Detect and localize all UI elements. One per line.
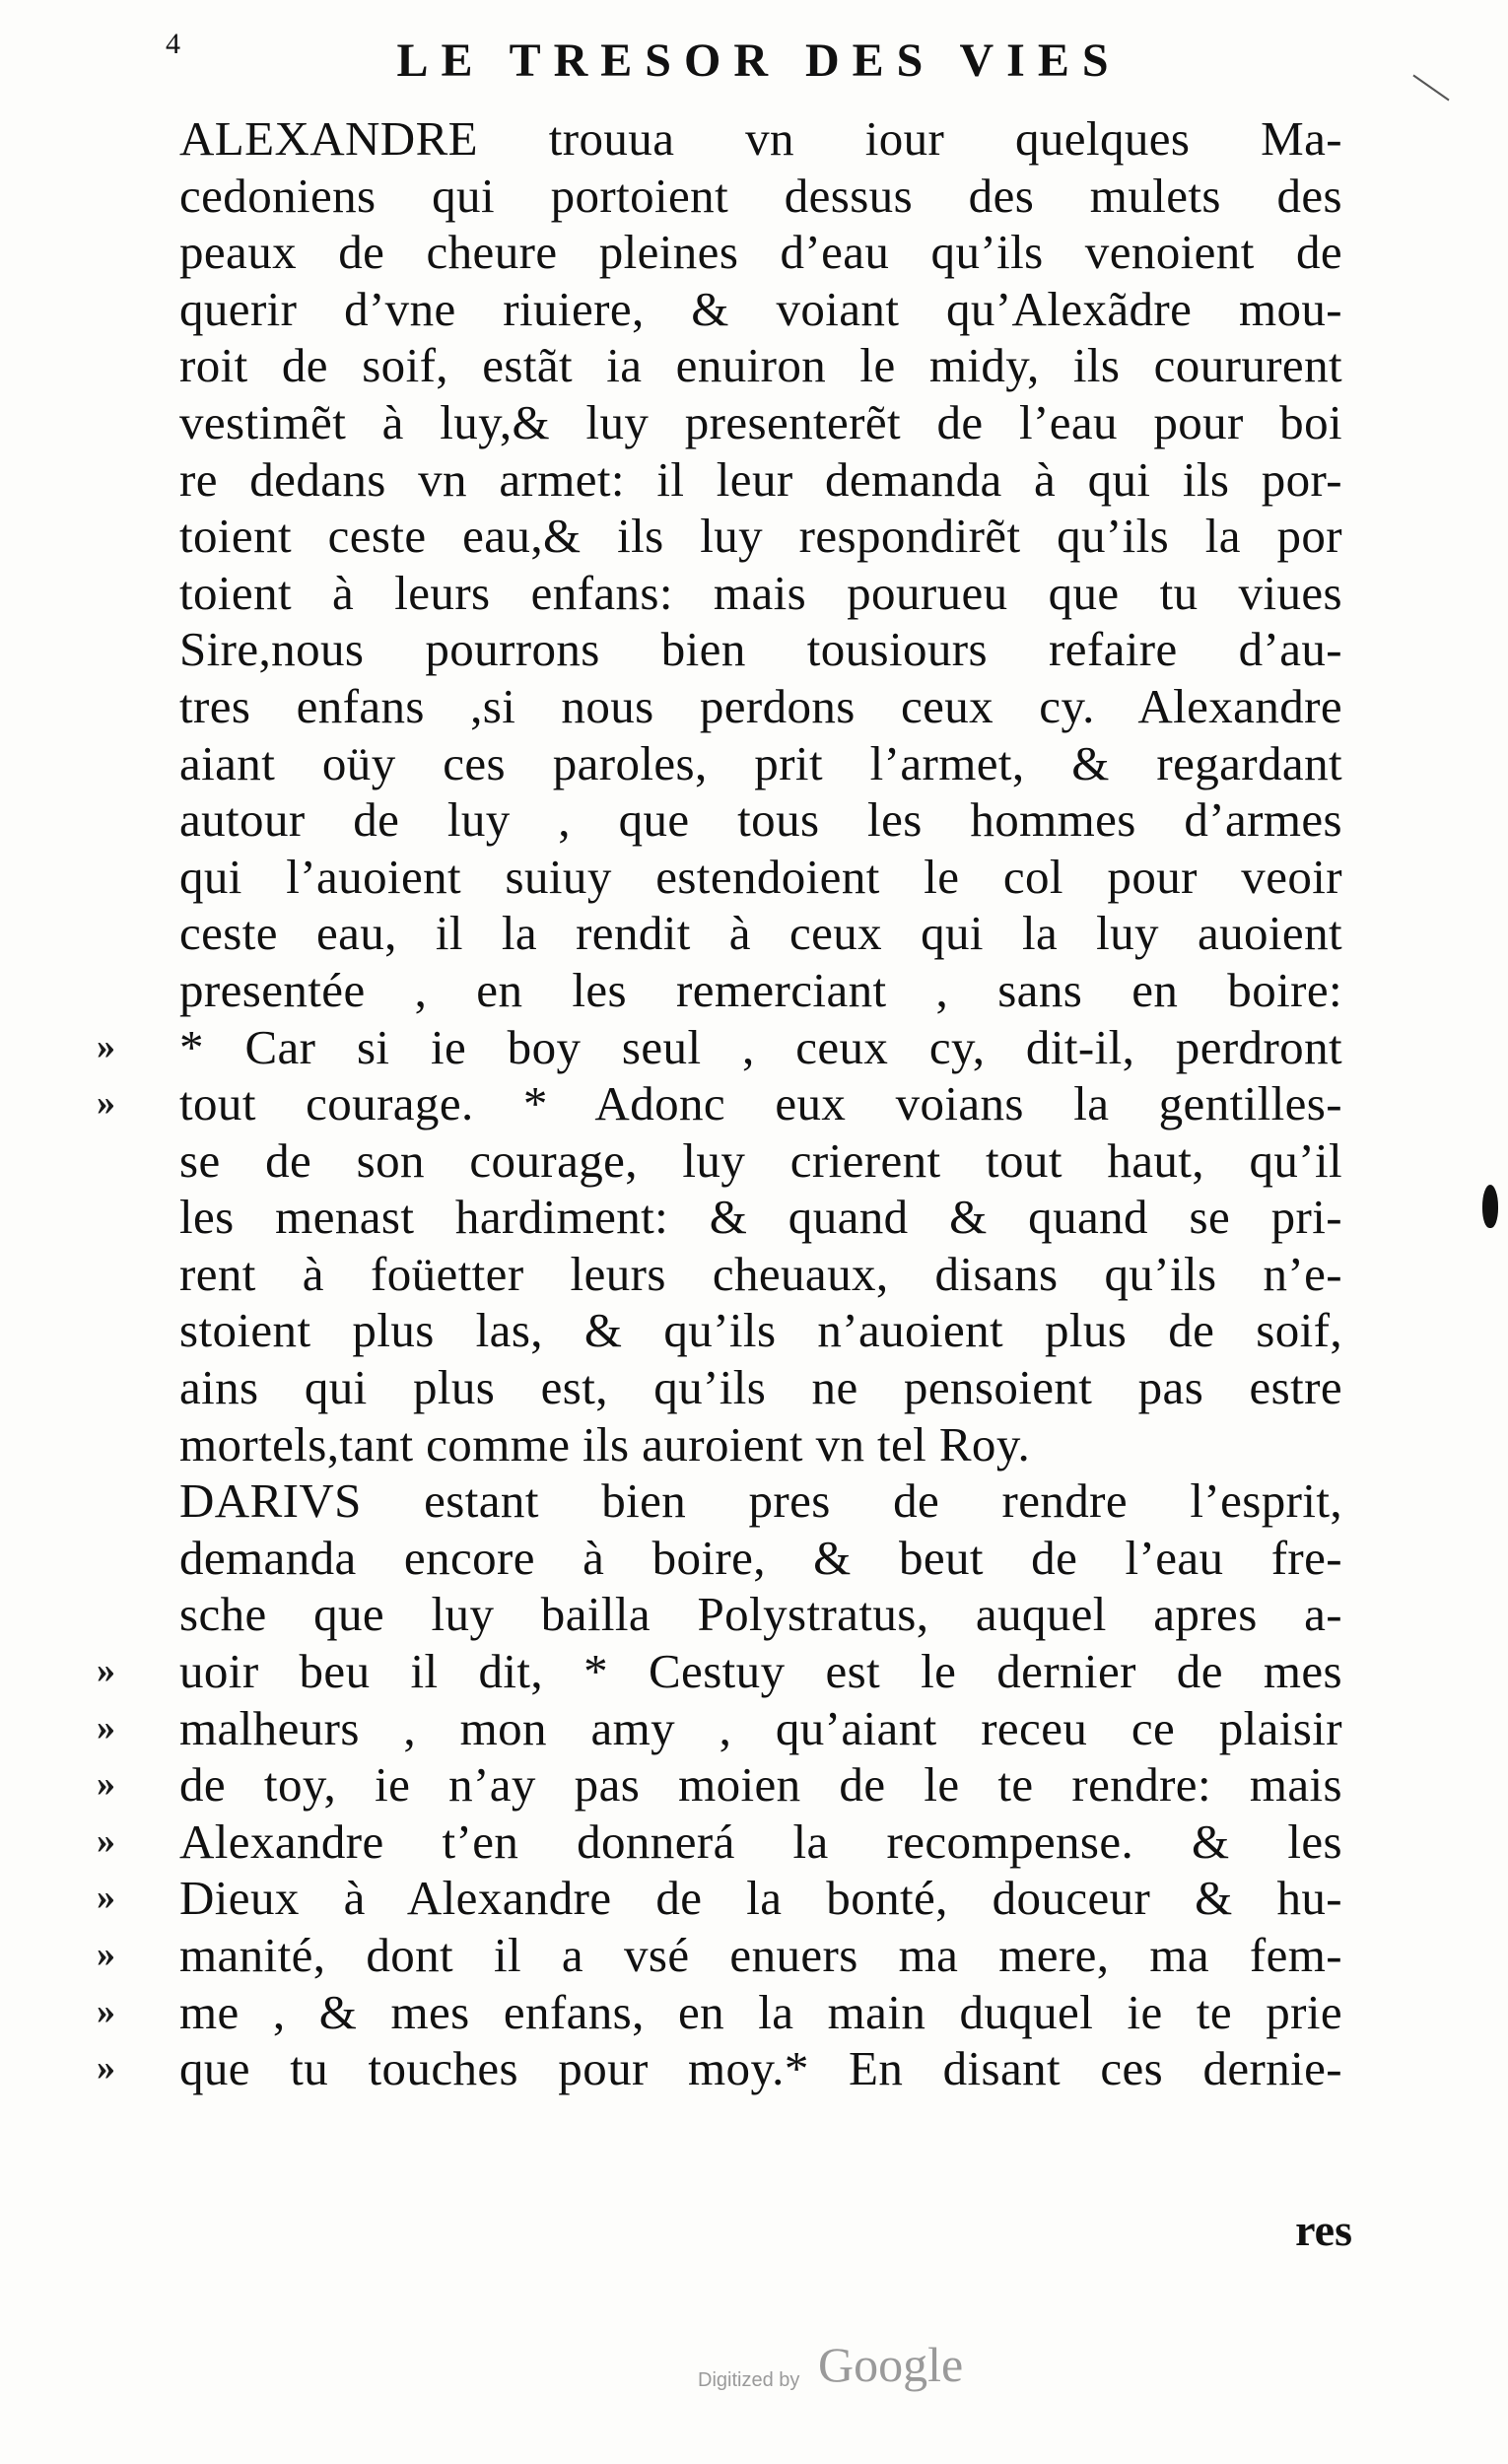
line-text: autour de luy , que tous les hommes d’armes xyxy=(179,792,1342,848)
text-line xyxy=(179,110,1342,168)
text-line xyxy=(179,1359,1342,1416)
text-line xyxy=(179,1246,1342,1303)
text-line xyxy=(179,451,1342,509)
text-line xyxy=(179,735,1342,792)
line-text: se de son courage, luy crierent tout haut, qu’il xyxy=(179,1132,1342,1188)
text-line xyxy=(179,1586,1342,1643)
line-text: DARIVS estant bien pres de rendre l’esprit, xyxy=(179,1473,1342,1529)
line-text: aiant oüy ces paroles, prit l’armet, & regardant xyxy=(179,735,1342,790)
text-line xyxy=(97,2040,1342,2097)
line-text: rent à foüetter leurs cheuaux, disans qu’ils n’e- xyxy=(179,1246,1342,1301)
line-text: toient à leurs enfans: mais pouruеu que tu viues xyxy=(179,565,1342,620)
quotation-margin-mark: » xyxy=(97,1650,114,1692)
text-line xyxy=(179,905,1342,962)
text-line xyxy=(97,1700,1342,1757)
line-text: stoient plus las, & qu’ils n’auoient plus de soif, xyxy=(179,1303,1342,1358)
line-text: cedoniens qui portoient dessus des mulets des xyxy=(179,168,1342,223)
text-line xyxy=(179,1189,1342,1246)
text-line xyxy=(179,1530,1342,1587)
line-text: malheurs , mon amy , qu’aiant receu ce plaisir xyxy=(179,1700,1342,1755)
text-line xyxy=(179,281,1342,338)
line-text: Alexandre t’en donnerá la recompense. & les xyxy=(179,1814,1342,1869)
text-line xyxy=(179,962,1342,1019)
text-line xyxy=(179,1302,1342,1359)
google-logo: Google xyxy=(818,2337,964,2392)
text-line xyxy=(97,1643,1342,1700)
line-text: vestimẽt à luy,& luy presenterẽt de l’eau pour boi xyxy=(179,394,1342,449)
text-line xyxy=(97,1870,1342,1927)
text-line xyxy=(179,1132,1342,1190)
quotation-margin-mark: » xyxy=(97,1082,114,1125)
line-text: querir d’vne riuiere, & voiant qu’Alexãdre mou- xyxy=(179,281,1342,336)
page-number: 4 xyxy=(166,28,180,60)
running-head: LE TRESOR DES VIES xyxy=(396,34,1122,87)
page-edge-mark xyxy=(1412,75,1449,102)
quotation-margin-mark: » xyxy=(97,1025,114,1067)
line-text: ALEXANDRE trouua vn iour quelques Ma- xyxy=(179,111,1342,166)
line-text: re dedans vn armet: il leur demanda à qui ils por- xyxy=(179,451,1342,507)
quotation-margin-mark: » xyxy=(97,1934,114,1975)
line-text: demanda encore à boire, & beut de l’eau fre- xyxy=(179,1530,1342,1585)
text-line xyxy=(97,1019,1342,1076)
text-line xyxy=(179,508,1342,565)
text-line xyxy=(179,565,1342,622)
line-text: toient ceste eau,& ils luy respondirẽt qu’ils la por xyxy=(179,509,1342,564)
text-line xyxy=(179,678,1342,735)
quotation-margin-mark: » xyxy=(97,1706,114,1748)
line-text: uoir beu il dit, * Cestuy est le dernier de mes xyxy=(179,1644,1342,1699)
line-text: presentée , en les remerciant , sans en boire: xyxy=(179,962,1342,1017)
line-text: les menast hardiment: & quand & quand se pri- xyxy=(179,1190,1342,1245)
line-text: roit de soif, estãt ia enuiron le midy, ils coururent xyxy=(179,338,1342,393)
line-text: tout courage. * Adonc eux voians la gentilles- xyxy=(179,1076,1342,1131)
line-text: sche que luy bailla Polystratus, auquel apres a- xyxy=(179,1587,1342,1642)
line-text: de toy, ie n’ay pas moien de le te rendre: mais xyxy=(179,1757,1342,1813)
text-line xyxy=(179,337,1342,394)
text-line xyxy=(97,1984,1342,2041)
text-line xyxy=(179,621,1342,678)
body-text xyxy=(97,110,1342,2097)
line-text: ceste eau, il la rendit à ceux qui la luy auoient xyxy=(179,906,1342,961)
quotation-margin-mark: » xyxy=(97,1819,114,1862)
text-line xyxy=(179,1472,1342,1530)
line-text: peaux de cheure pleines d’eau qu’ils venoient de xyxy=(179,225,1342,280)
text-line xyxy=(97,1814,1342,1871)
text-line xyxy=(97,1075,1342,1132)
text-line xyxy=(179,1416,1342,1473)
quotation-margin-mark: » xyxy=(97,1763,114,1806)
quotation-margin-mark: » xyxy=(97,2047,114,2089)
digitized-by-label: Digitized by xyxy=(698,2369,800,2391)
quotation-margin-mark: » xyxy=(97,1877,114,1919)
line-text: Dieux à Alexandre de la bonté, douceur & hu- xyxy=(179,1871,1342,1926)
ink-blot xyxy=(1482,1185,1498,1228)
line-text: Sire,nous pourrons bien tousiours refaire d’au- xyxy=(179,622,1342,677)
text-line xyxy=(179,791,1342,849)
text-line xyxy=(179,394,1342,451)
line-text: mortels,tant comme ils auroient vn tel Roy. xyxy=(179,1416,1031,1472)
line-text: me , & mes enfans, en la main duquel ie te prie xyxy=(179,1984,1342,2039)
digitization-watermark xyxy=(690,2336,1005,2395)
text-line xyxy=(179,168,1342,225)
text-line xyxy=(97,1756,1342,1814)
text-line xyxy=(179,849,1342,906)
text-line xyxy=(179,224,1342,281)
paragraph-darius xyxy=(97,1472,1342,2097)
line-text: tres enfans ,si nous perdons ceux cy. Alexandre xyxy=(179,678,1342,733)
line-text: que tu touches pour moy.* En disant ces dernie- xyxy=(179,2041,1342,2096)
line-text: ains qui plus est, qu’ils ne pensoient pas estre xyxy=(179,1360,1342,1415)
text-line xyxy=(97,1927,1342,1984)
quotation-margin-mark: » xyxy=(97,1990,114,2032)
line-text: qui l’auoient suiuy estendoient le col pour veoir xyxy=(179,849,1342,904)
line-text: * Car si ie boy seul , ceux cy, dit-il, perdront xyxy=(179,1019,1342,1074)
line-text: manité, dont il a vsé enuers ma mere, ma fem- xyxy=(179,1928,1342,1982)
catchword: res xyxy=(1295,2205,1352,2255)
paragraph-alexandre xyxy=(97,110,1342,1472)
